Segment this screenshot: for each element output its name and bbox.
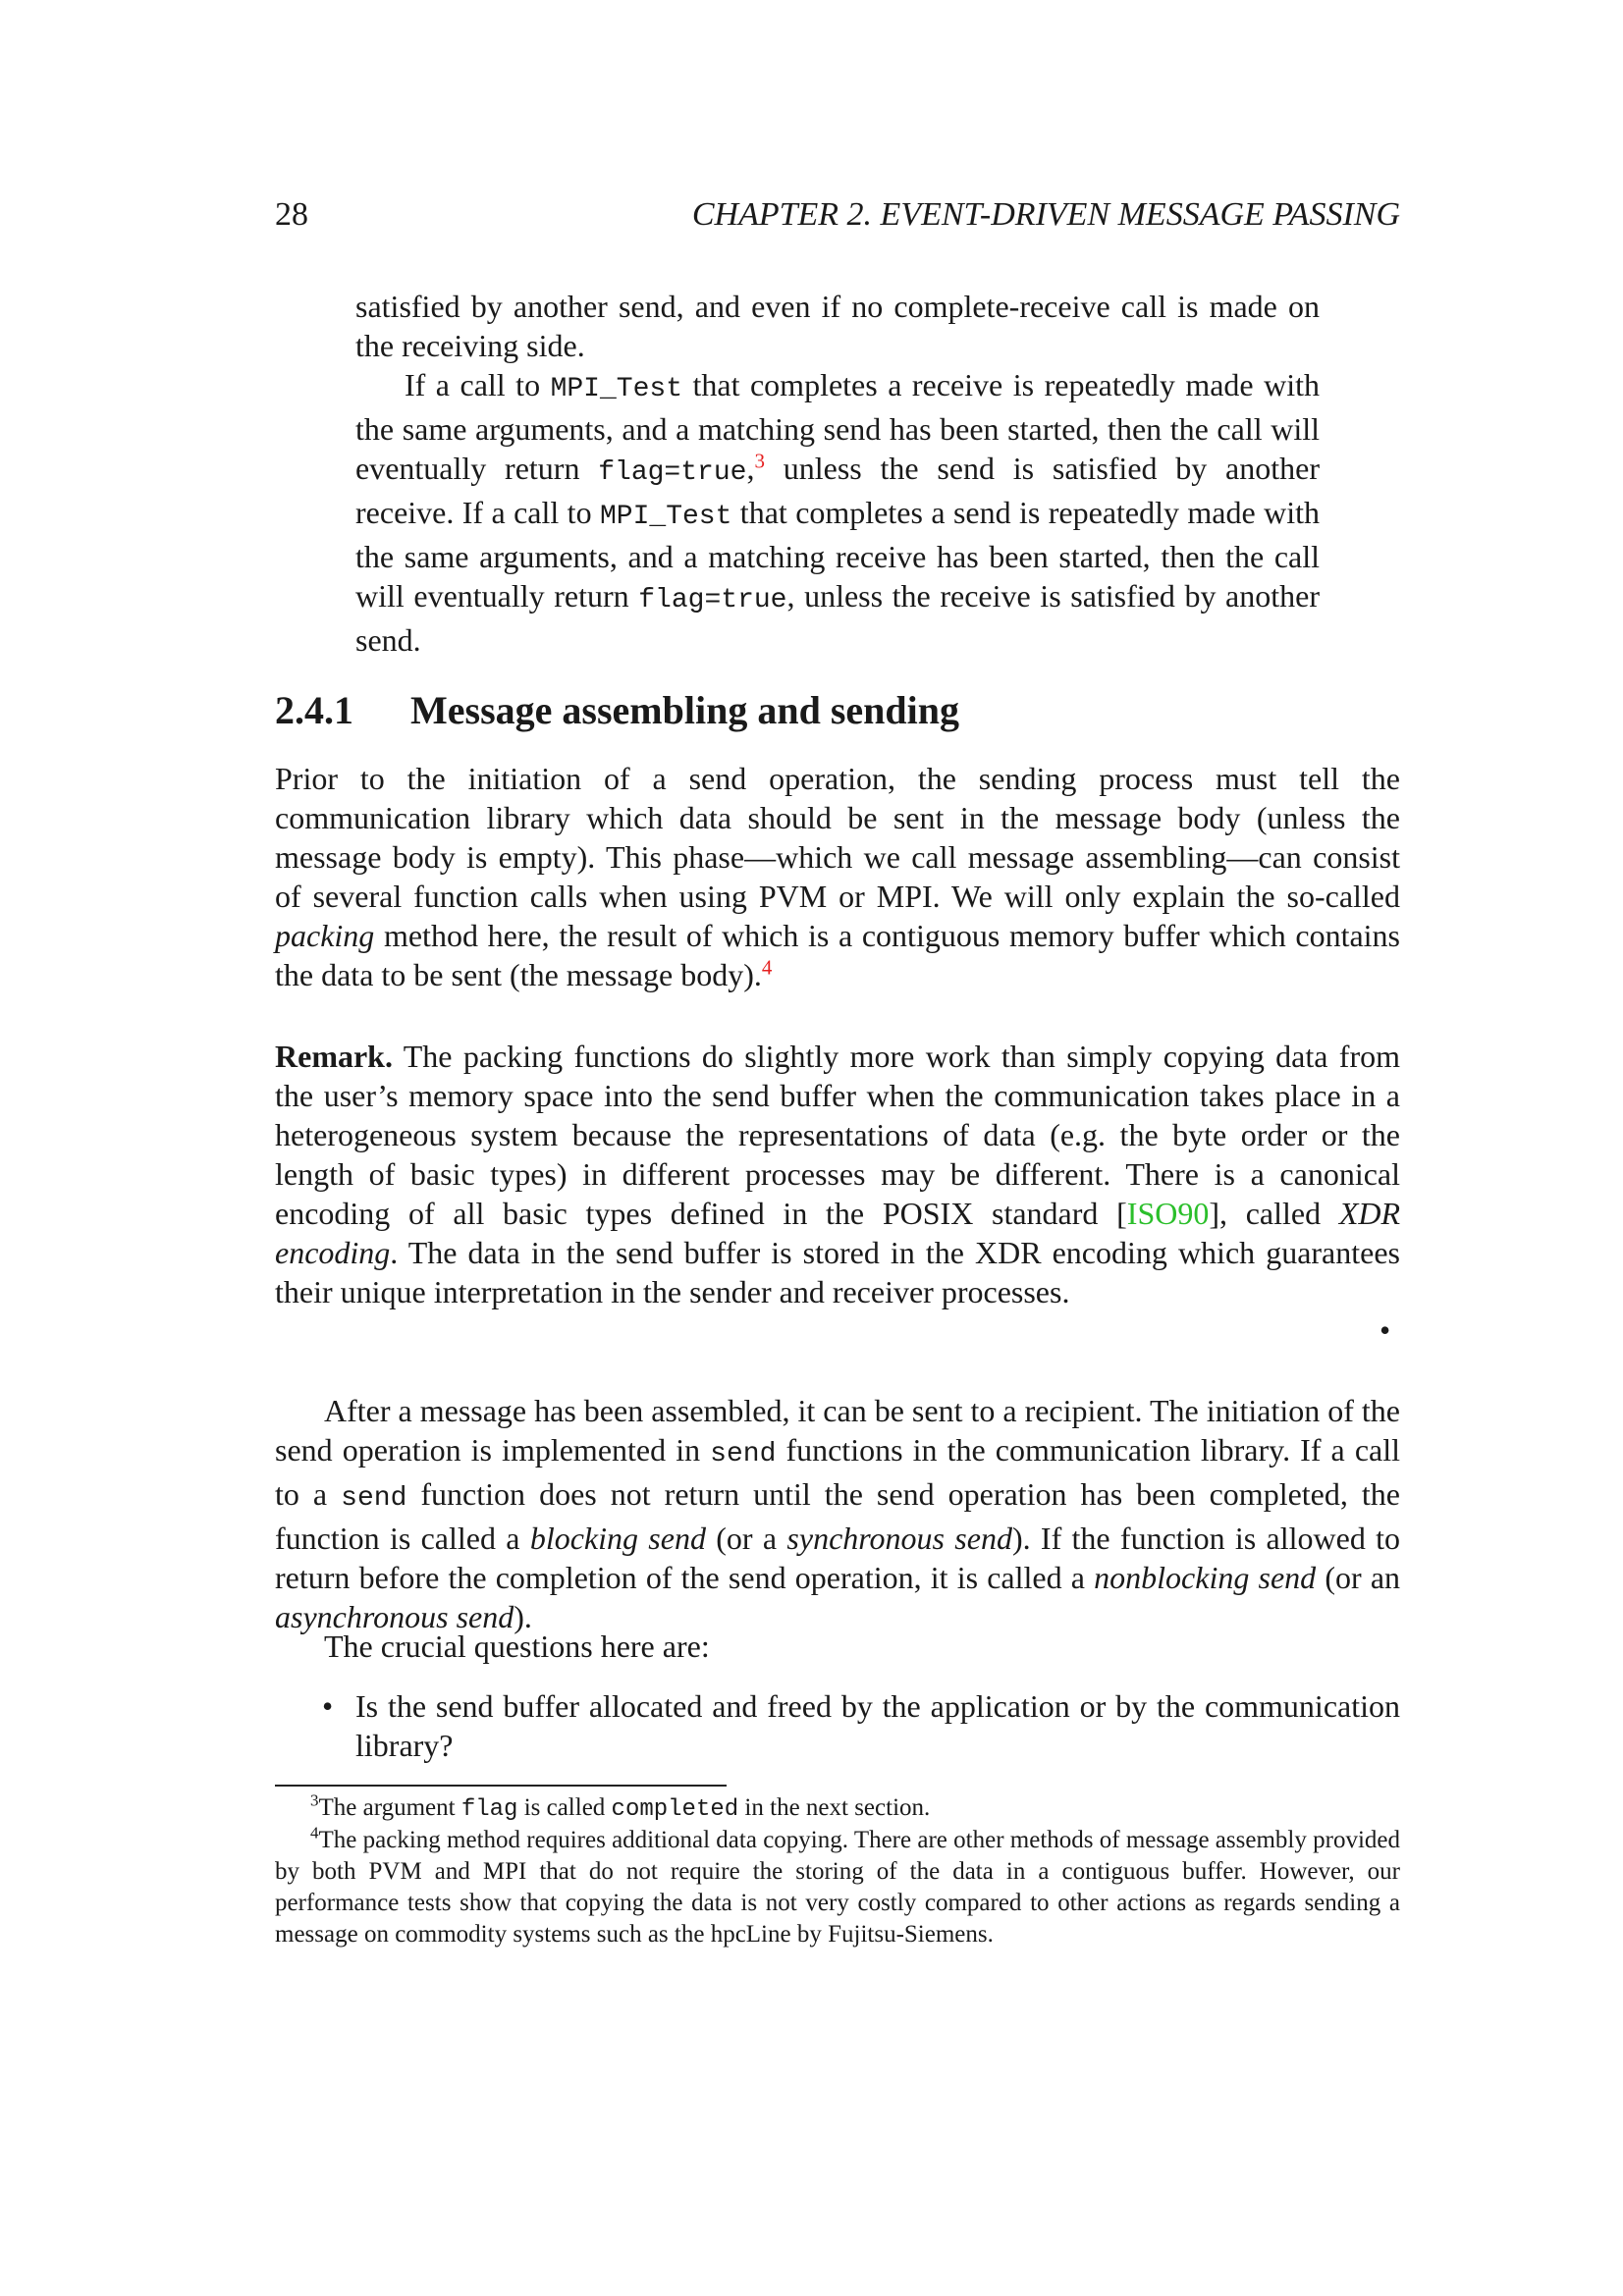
- text: method here, the result of which is a contiguous memory buffer which contains the data to be sent (the message body).: [275, 918, 1400, 992]
- text: The packing method requires additional data copying. There are other methods of message assembly provided by both PVM and MPI that do not require the storing of the data in a contiguous buffer. However, our performance tests show that copying the data is not very costly compared to other actions as regards sending a message on commodity systems such as the hpcLine by Fujitsu-Siemens.: [275, 1827, 1400, 1948]
- footnote-mark: 4: [310, 1823, 319, 1842]
- footnote-rule: [275, 1785, 727, 1787]
- code-flag-true: flag=true: [638, 585, 787, 615]
- text: functions in the communication library. If a call to a: [275, 1432, 1401, 1512]
- section-title: Message assembling and sending: [410, 688, 959, 732]
- running-title: CHAPTER 2. EVENT-DRIVEN MESSAGE PASSING: [691, 196, 1400, 233]
- text: ). If the function is allowed to return before the completion of the send operation, it is called a: [275, 1521, 1401, 1595]
- emphasis-asynchronous-send: asynchronous send: [275, 1599, 514, 1634]
- text: . The data in the send buffer is stored in the XDR encoding which guarantees their unique interpretation in the sender and receiver processes.: [275, 1235, 1400, 1309]
- intro-paragraph-1: satisfied by another send, and even if no complete-receive call is made on the receiving side.: [355, 289, 1320, 363]
- footnote-mark: 3: [310, 1790, 319, 1810]
- text: is called: [517, 1794, 612, 1821]
- text: unless the send is satisfied by another receive. If a call to: [355, 451, 1320, 530]
- text: After a message has been assembled, it can be sent to a recipient. The initiation of the send operation is implemented in: [275, 1393, 1400, 1468]
- text: Prior to the initiation of a send operation, the sending process must tell the communication library which data should be sent in the message body (unless the message body is empty). This phase—which we call message assembling—can consist of several function calls when using PVM or MPI. We will only explain the so-called: [275, 761, 1400, 914]
- section-number: 2.4.1: [275, 688, 353, 732]
- footnote-3: [275, 1792, 1400, 1826]
- emphasis-xdr: XDR encoding: [275, 1196, 1401, 1270]
- text: If a call to: [405, 367, 551, 402]
- emphasis-blocking-send: blocking send: [529, 1521, 706, 1556]
- remark-paragraph: [275, 1037, 1400, 1311]
- code-mpi-test: MPI_Test: [550, 374, 682, 404]
- text: The argument: [318, 1794, 461, 1821]
- text: ], called: [1209, 1196, 1339, 1231]
- footnote-4: [275, 1825, 1400, 1950]
- text: in the next section.: [738, 1794, 931, 1821]
- code-flag-true: flag=true: [598, 457, 747, 488]
- text: function does not return until the send operation has been completed, the function is called a: [275, 1476, 1401, 1556]
- page-number: 28: [275, 196, 308, 233]
- paragraph-send: [275, 1391, 1400, 1636]
- page-header: [275, 196, 1400, 240]
- emphasis-nonblocking-send: nonblocking send: [1094, 1560, 1317, 1595]
- section-heading: [275, 687, 959, 733]
- text: that completes a send is repeatedly made with the same arguments, and a matching receive has been started, then the call will eventually return: [355, 495, 1321, 614]
- code-mpi-test: MPI_Test: [599, 502, 732, 532]
- text: that completes a receive is repeatedly made with the same arguments, and a matching send has been started, then the call will eventually return: [355, 367, 1321, 486]
- code-send: send: [710, 1439, 777, 1469]
- code-completed: completed: [611, 1796, 739, 1823]
- remark-end-mark: •: [1380, 1312, 1391, 1348]
- paragraph-packing: [275, 759, 1400, 994]
- list-item: [322, 1686, 1400, 1765]
- text: (or an: [1316, 1560, 1401, 1595]
- list-item-text: Is the send buffer allocated and freed by the application or by the communication library?: [355, 1688, 1400, 1763]
- text: (or a: [705, 1521, 787, 1556]
- text: , unless the receive is satisfied by another send.: [355, 578, 1321, 658]
- remark-label: Remark.: [275, 1039, 393, 1074]
- text: The packing functions do slightly more work than simply copying data from the user’s memory space into the send buffer when the communication takes place in a heterogeneous system because the representations of data (e.g. the byte order or the length of basic types) in different processes may be different. There is a canonical encoding of all basic types defined in the POSIX standard [: [275, 1039, 1400, 1231]
- footnote-ref-3[interactable]: 3: [754, 449, 765, 473]
- code-send: send: [341, 1483, 407, 1514]
- text: ,: [746, 451, 755, 486]
- code-flag: flag: [460, 1796, 518, 1823]
- bullet-mark: •: [322, 1688, 334, 1724]
- intro-paragraph-2: [355, 365, 1320, 660]
- footnote-ref-4[interactable]: 4: [761, 955, 773, 980]
- paragraph-questions: The crucial questions here are:: [324, 1629, 710, 1664]
- citation-iso90[interactable]: ISO90: [1126, 1196, 1210, 1231]
- emphasis-packing: packing: [275, 918, 375, 953]
- text: ).: [514, 1599, 532, 1634]
- emphasis-synchronous-send: synchronous send: [786, 1521, 1012, 1556]
